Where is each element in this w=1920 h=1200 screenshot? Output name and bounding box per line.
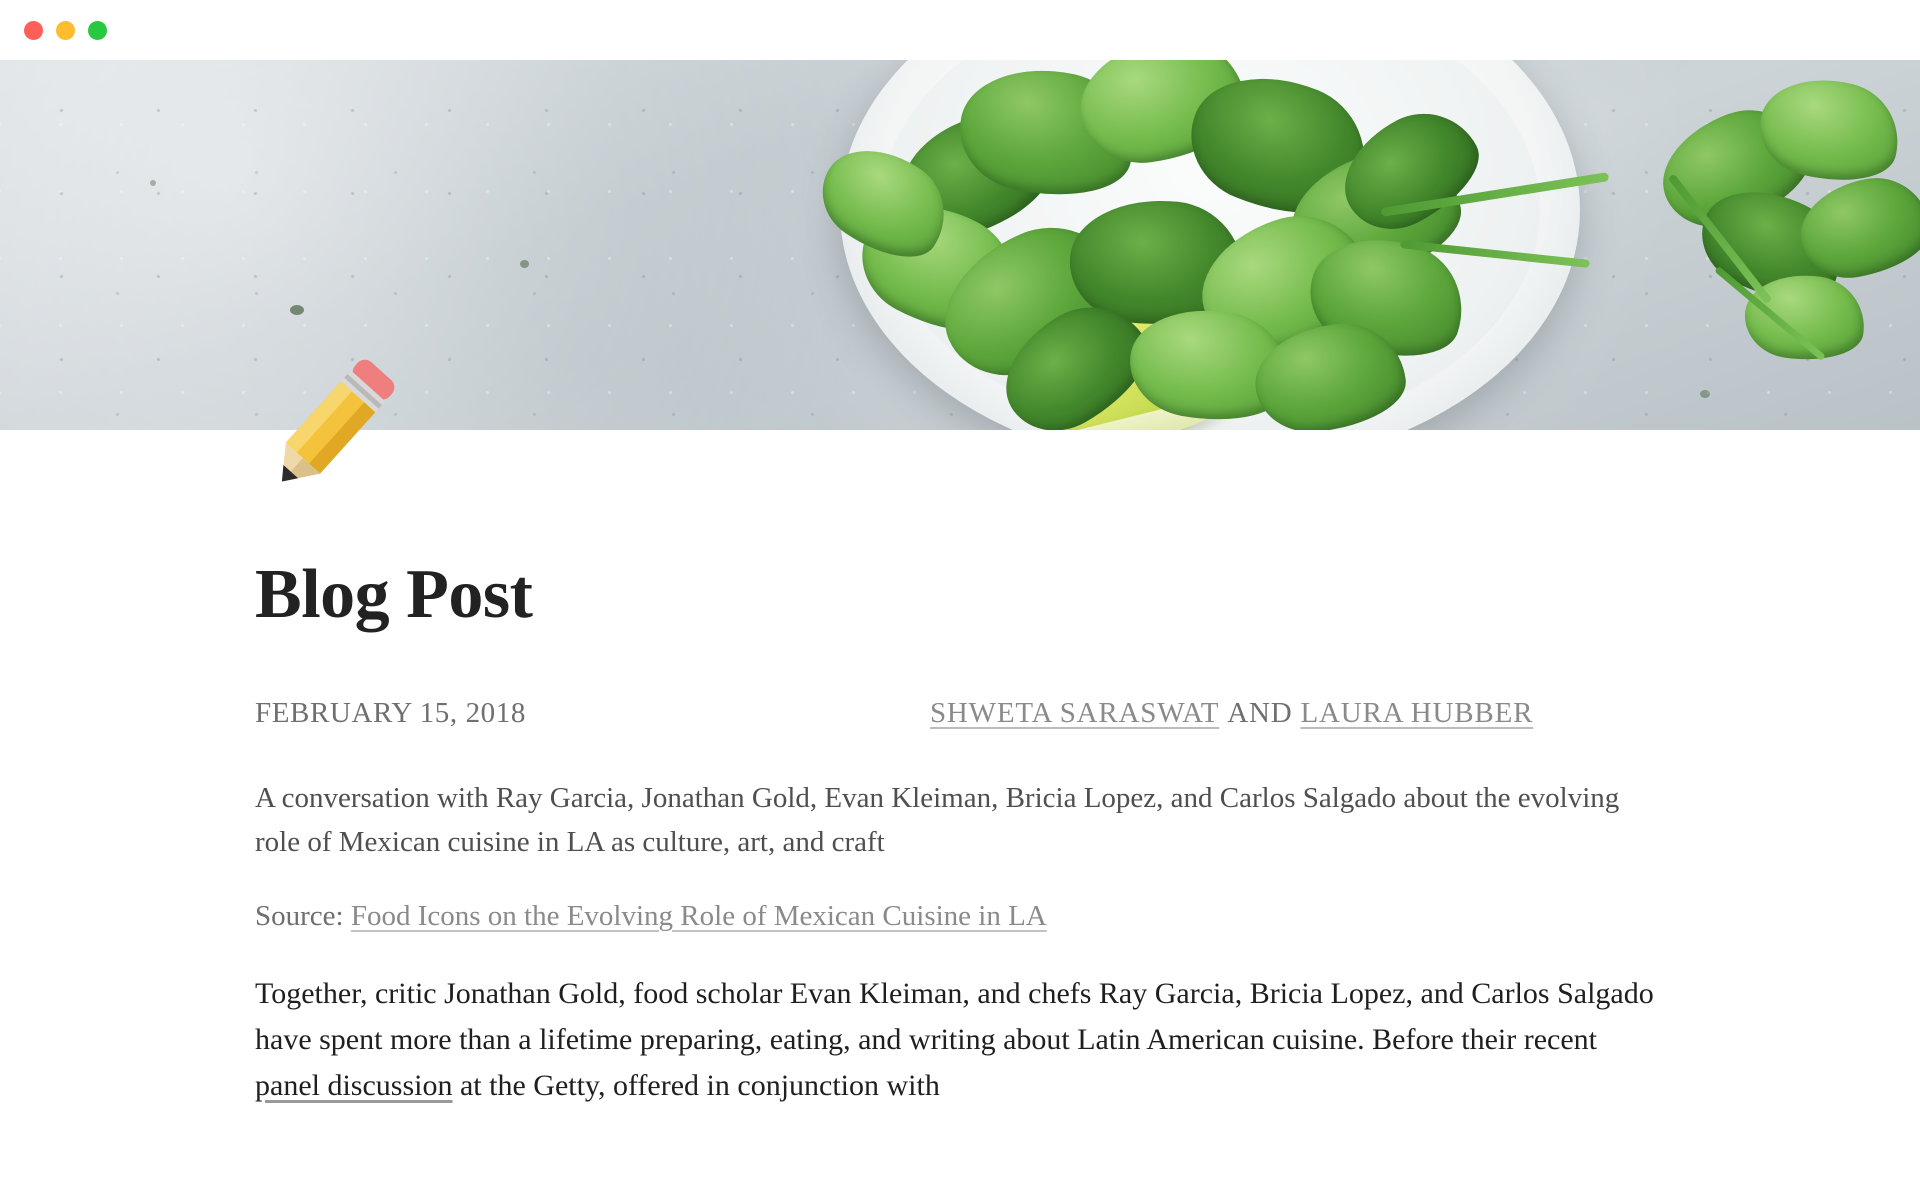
source-link[interactable]: Food Icons on the Evolving Role of Mexican Cuisine in LA bbox=[350, 900, 1047, 933]
article-meta bbox=[255, 697, 1685, 730]
article-dek: A conversation with Ray Garcia, Jonathan Gold, Evan Kleiman, Bricia Lopez, and Carlos Salgado about the evolving role of Mexican cuisine in LA as culture, art, and craft bbox=[255, 782, 1620, 859]
article-body-paragraph bbox=[255, 971, 1655, 1109]
article-content bbox=[255, 430, 1685, 1109]
author-byline bbox=[930, 697, 1533, 730]
panel-discussion-link[interactable]: panel discussion bbox=[255, 1068, 453, 1102]
author-link-secondary[interactable]: LAURA HUBBER bbox=[1300, 697, 1534, 729]
window-titlebar bbox=[0, 0, 1920, 60]
source-label: Source: bbox=[255, 900, 344, 933]
article-source bbox=[255, 900, 1685, 933]
body-text-part-1: Together, critic Jonathan Gold, food scholar Evan Kleiman, and chefs Ray Garcia, Bricia Lopez, and Carlos Salgado have spent more than a lifetime preparing, eating, and writing about Latin American cuisine. Before their recent bbox=[255, 977, 1654, 1057]
maximize-window-button[interactable] bbox=[88, 21, 107, 40]
publish-date: FEBRUARY 15, 2018 bbox=[255, 697, 526, 729]
author-link-primary[interactable]: SHWETA SARASWAT bbox=[930, 697, 1220, 729]
byline-conjunction: AND bbox=[1227, 697, 1293, 729]
page-title: Blog Post bbox=[255, 556, 533, 633]
article bbox=[0, 430, 1920, 1139]
pencil-icon bbox=[248, 345, 413, 510]
close-window-button[interactable] bbox=[24, 21, 43, 40]
body-text-part-2: at the Getty, offered in conjunction with bbox=[452, 1068, 940, 1102]
traffic-light-controls bbox=[24, 21, 107, 40]
minimize-window-button[interactable] bbox=[56, 21, 75, 40]
